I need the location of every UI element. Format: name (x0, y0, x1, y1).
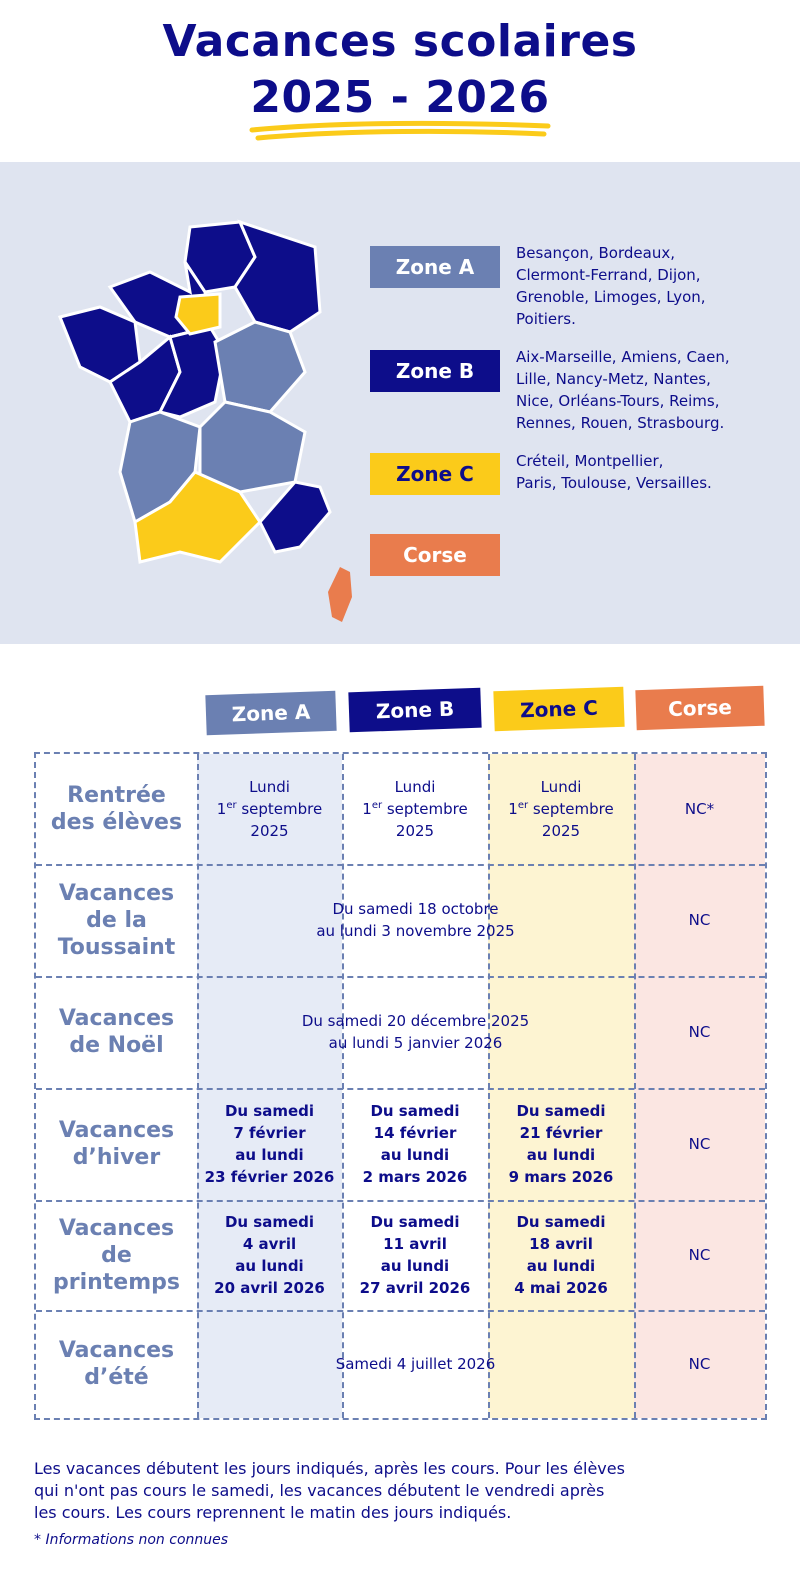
cell-rentree-zone-c: Lundi 1er septembre 2025 (508, 778, 614, 840)
map-section (0, 162, 800, 644)
cell-hiver-corse: NC (688, 1135, 711, 1153)
cell-printemps-zone-a: Du samedi 4 avril au lundi 20 avril 2026 (214, 1213, 325, 1297)
cell-noel-corse: NC (688, 1023, 711, 1041)
row-label-hiver: Vacances d’hiver (58, 1118, 175, 1170)
row-label-toussaint: Vacances de la Toussaint (57, 880, 176, 960)
legend-zone-c-cities: Créteil, Montpellier, Paris, Toulouse, Versailles. (516, 452, 712, 492)
cell-toussaint-corse: NC (688, 911, 711, 929)
cell-printemps-zone-b: Du samedi 11 avril au lundi 27 avril 2026 (359, 1213, 471, 1297)
cell-rentree-corse: NC* (684, 800, 715, 818)
legend-zone-a-cities: Besançon, Bordeaux, Clermont-Ferrand, Dijon, Grenoble, Limoges, Lyon, Poitiers. (516, 244, 706, 328)
row-label-printemps: Vacances de printemps (52, 1215, 180, 1295)
legend-zone-b-cities: Aix-Marseille, Amiens, Caen, Lille, Nancy-Metz, Nantes, Nice, Orléans-Tours, Reims, Rennes, Rouen, Strasbourg. (516, 348, 730, 432)
row-label-rentree: Rentrée des élèves (50, 783, 183, 835)
cell-printemps-corse: NC (688, 1246, 711, 1264)
legend-zone-a-tag: Zone A (370, 246, 500, 288)
column-header-corse: Corse (635, 686, 764, 730)
cell-hiver-zone-b: Du samedi 14 février au lundi 2 mars 2026 (362, 1102, 468, 1186)
column-header-zone-c: Zone C (493, 687, 624, 732)
row-label-noel: Vacances de Noël (58, 1006, 175, 1058)
cell-rentree-zone-b: Lundi 1er septembre 2025 (362, 778, 468, 840)
cell-ete-corse: NC (688, 1355, 711, 1373)
cell-toussaint-all-zones: Du samedi 18 octobre au lundi 3 novembre 2025 (316, 900, 515, 940)
cell-noel-all-zones: Du samedi 20 décembre 2025 au lundi 5 janvier 2026 (301, 1012, 530, 1052)
column-header-zone-b: Zone B (348, 688, 481, 733)
title-line-2: 2025 - 2026 (250, 72, 550, 123)
footer-note: * Informations non connues (34, 1532, 229, 1548)
footer-explanation: Les vacances débutent les jours indiqués, après les cours. Pour les élèves qui n'ont pas cours le samedi, les vacances débutent le vendredi après les cours. Les cours reprennent le matin des jours indiqués. (34, 1459, 625, 1522)
calendar-table (34, 752, 767, 1420)
cell-hiver-zone-c: Du samedi 21 février au lundi 9 mars 2026 (508, 1102, 614, 1186)
france-zones-map (40, 202, 360, 622)
legend-zone-c-tag: Zone C (370, 453, 500, 495)
cell-rentree-zone-a: Lundi 1er septembre 2025 (216, 778, 323, 840)
legend-zone-b-tag: Zone B (370, 350, 500, 392)
title-line-1: Vacances scolaires (162, 16, 638, 67)
page-title (0, 14, 800, 126)
cell-hiver-zone-a: Du samedi 7 février au lundi 23 février 2026 (204, 1102, 335, 1186)
cell-ete-all-zones: Samedi 4 juillet 2026 (335, 1355, 496, 1373)
row-label-ete: Vacances d’été (58, 1338, 175, 1390)
cell-printemps-zone-c: Du samedi 18 avril au lundi 4 mai 2026 (514, 1213, 608, 1297)
title-underline (248, 118, 552, 144)
legend-corse-tag: Corse (370, 534, 500, 576)
column-header-zone-a: Zone A (205, 691, 336, 736)
